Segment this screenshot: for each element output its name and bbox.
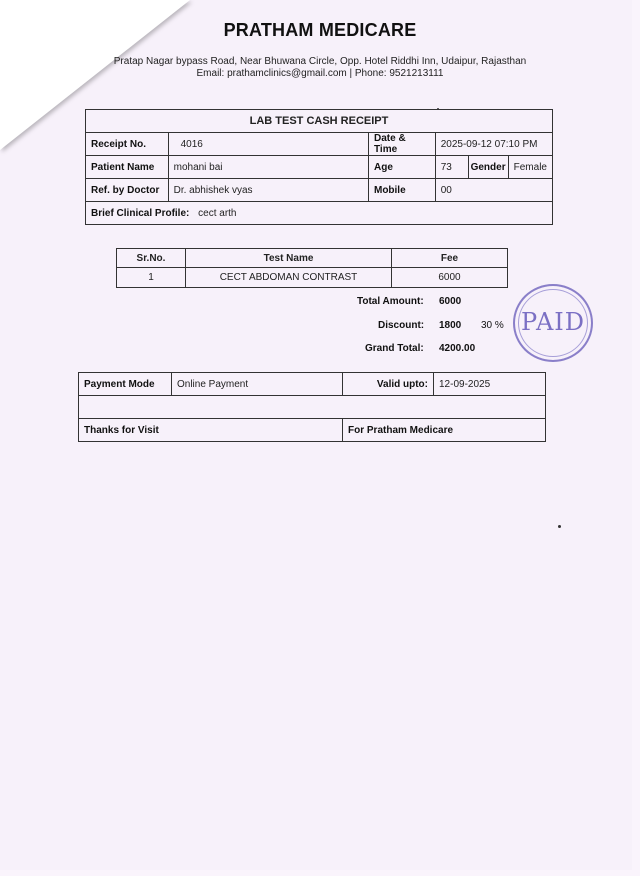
total-amount-value: 6000 <box>439 296 462 307</box>
discount-label: Discount: <box>378 320 425 331</box>
age-value: 73 <box>435 156 468 179</box>
tests-table <box>116 248 508 288</box>
for-clinic-text: For Pratham Medicare <box>343 419 546 442</box>
test-fee: 6000 <box>392 268 508 288</box>
col-header-fee: Fee <box>392 249 508 268</box>
discount-percent: 30 % <box>481 320 504 331</box>
test-srno: 1 <box>117 268 186 288</box>
receipt-no-label: Receipt No. <box>86 133 169 156</box>
thanks-text: Thanks for Visit <box>79 419 343 442</box>
receipt-title: LAB TEST CASH RECEIPT <box>86 110 553 133</box>
grand-total-label: Grand Total: <box>365 343 424 354</box>
col-header-srno: Sr.No. <box>117 249 186 268</box>
clinical-profile-value: cect arth <box>198 207 237 219</box>
payment-table <box>78 372 546 442</box>
discount-value: 1800 <box>439 320 462 331</box>
total-amount-label: Total Amount: <box>357 296 424 307</box>
doctor-value: Dr. abhishek vyas <box>168 179 368 202</box>
paid-stamp <box>513 284 593 362</box>
patient-name-value: mohani bai <box>168 156 368 179</box>
clinic-name: PRATHAM MEDICARE <box>223 20 417 40</box>
gender-value: Female <box>508 156 552 179</box>
gender-label: Gender <box>468 156 508 179</box>
datetime-label: Date & Time <box>368 133 435 156</box>
clinical-profile-row <box>86 202 553 225</box>
col-header-test-name: Test Name <box>186 249 392 268</box>
valid-upto-value: 12-09-2025 <box>434 373 546 396</box>
paper-speck <box>558 525 561 528</box>
doctor-label: Ref. by Doctor <box>86 179 169 202</box>
age-label: Age <box>368 156 435 179</box>
clinic-contact: Email: prathamclinics@gmail.com | Phone: 9521213111 <box>196 68 444 79</box>
receipt-no-value: 4016 <box>168 133 368 156</box>
clinical-profile-label: Brief Clinical Profile: <box>91 207 190 219</box>
patient-info-table <box>85 109 553 225</box>
table-row <box>117 268 508 288</box>
test-name: CECT ABDOMAN CONTRAST <box>186 268 392 288</box>
mobile-value: 00 <box>435 179 552 202</box>
mobile-label: Mobile <box>368 179 435 202</box>
empty-row <box>79 396 546 419</box>
payment-mode-label: Payment Mode <box>79 373 172 396</box>
paid-stamp-text: PAID <box>521 308 585 336</box>
valid-upto-label: Valid upto: <box>343 373 434 396</box>
datetime-value: 2025-09-12 07:10 PM <box>435 133 552 156</box>
paper-speck <box>437 108 439 110</box>
grand-total-value: 4200.00 <box>439 343 476 354</box>
payment-mode-value: Online Payment <box>172 373 343 396</box>
clinic-address: Pratap Nagar bypass Road, Near Bhuwana Circle, Opp. Hotel Riddhi Inn, Udaipur, Rajasthan <box>113 56 527 67</box>
patient-name-label: Patient Name <box>86 156 169 179</box>
